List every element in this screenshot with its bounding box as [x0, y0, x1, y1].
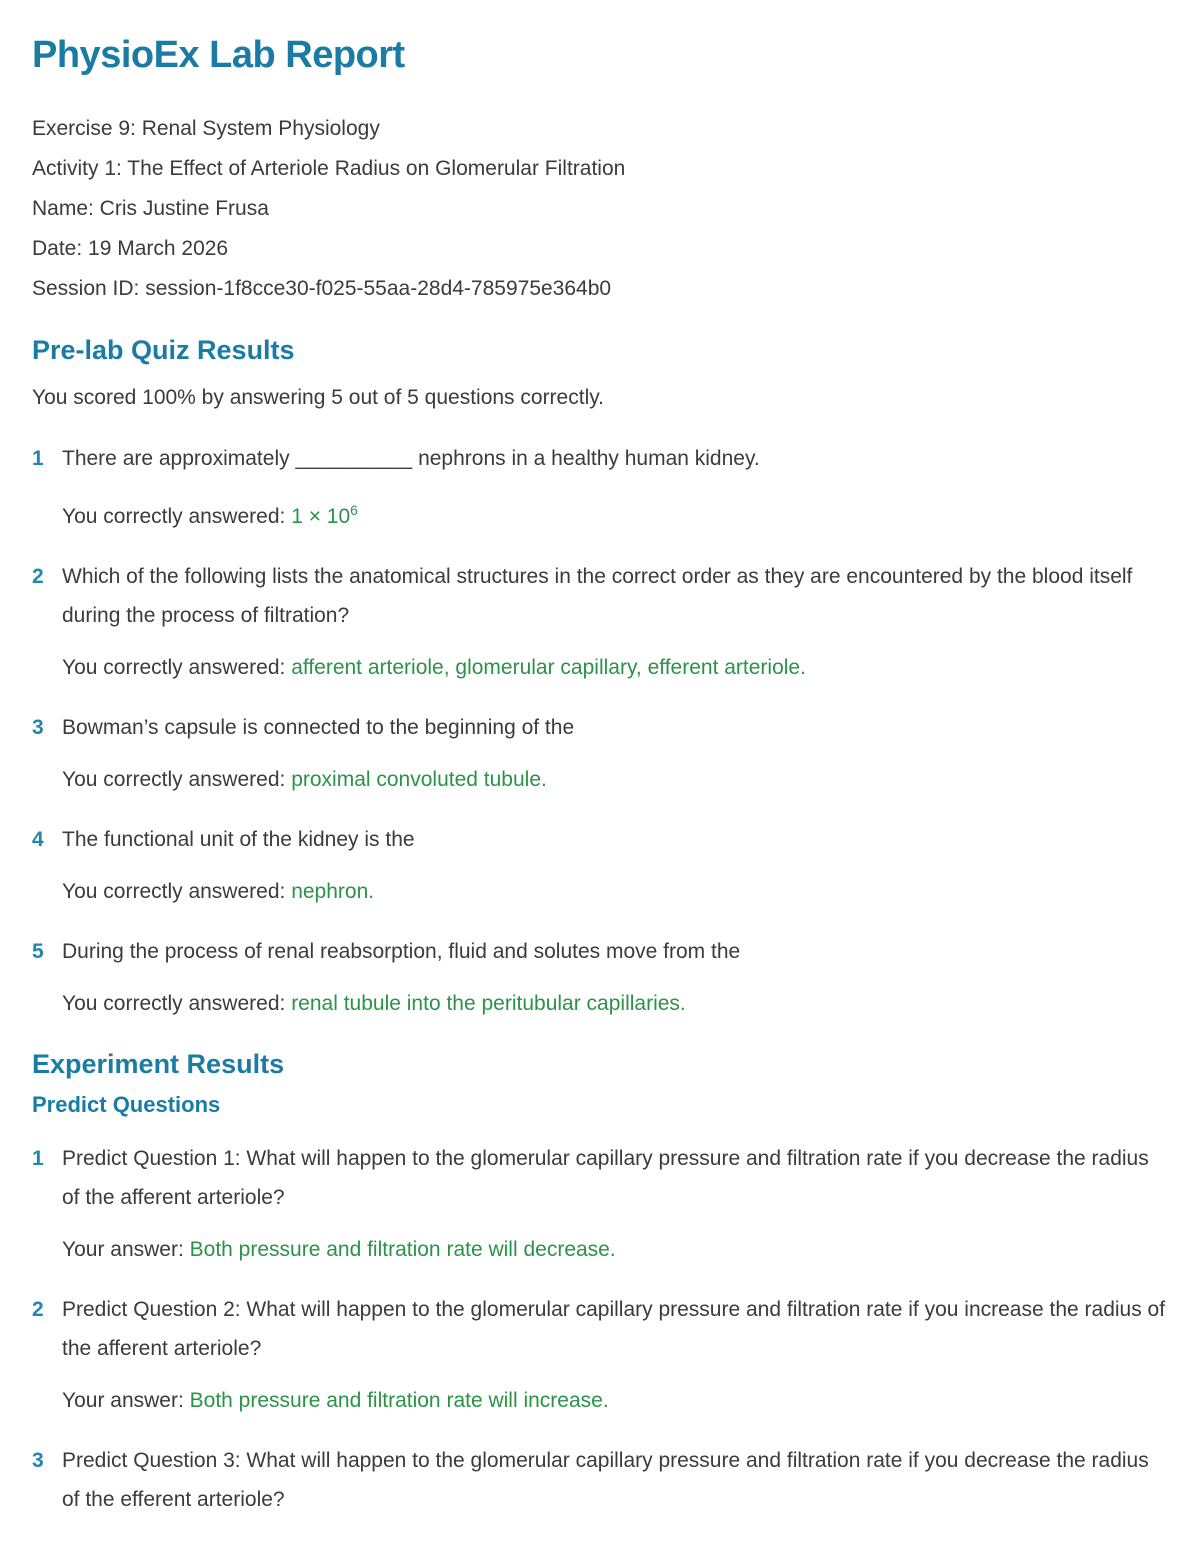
answer-prefix: You correctly answered:: [62, 505, 292, 528]
answer-text: $1 \times 10^6$: [291, 502, 358, 528]
question-text: Predict Question 2: What will happen to the glomerular capillary pressure and filtration rate if you increase the radius of the afferent arteriole?: [62, 1298, 1166, 1360]
section-heading-prelab-quiz-results: Pre-lab Quiz Results: [32, 335, 295, 365]
question-number: 5: [32, 940, 44, 963]
answer-line: [62, 491, 1168, 536]
question-number: 3: [32, 716, 44, 739]
answer-superscript: 6: [350, 502, 358, 518]
report-meta: [32, 109, 1168, 309]
meta-line-activity: Activity 1: The Effect of Arteriole Radius on Glomerular Filtration: [32, 157, 626, 180]
predict-question-3: [32, 1441, 1168, 1519]
question-text: During the process of renal reabsorption, fluid and solutes move from the: [62, 940, 741, 963]
question-text: Predict Question 3: What will happen to the glomerular capillary pressure and filtration rate if you decrease the radius of the efferent arteriole?: [62, 1449, 1149, 1511]
answer-prefix: You correctly answered:: [62, 768, 292, 791]
answer-text: Both pressure and filtration rate will decrease.: [189, 1238, 616, 1261]
quiz-score-line: You scored 100% by answering 5 out of 5 questions correctly.: [32, 386, 605, 409]
question-number: 2: [32, 565, 44, 588]
answer-line: [62, 760, 1168, 799]
question-number: 2: [32, 1298, 44, 1321]
answer-prefix: You correctly answered:: [62, 992, 292, 1015]
meta-line-session-id: Session ID: session-1f8cce30-f025-55aa-28d4-785975e364b0: [32, 277, 612, 300]
question-number: 4: [32, 828, 44, 851]
question-number: 1: [32, 447, 44, 470]
prelab-question-5: [32, 932, 1168, 1023]
answer-prefix: You correctly answered:: [62, 656, 292, 679]
page-title: PhysioEx Lab Report: [32, 34, 405, 76]
answer-prefix: You correctly answered:: [62, 880, 292, 903]
prelab-question-3: [32, 708, 1168, 799]
answer-line: [62, 872, 1168, 911]
answer-line: [62, 1381, 1168, 1420]
answer-prefix: Your answer:: [62, 1238, 190, 1261]
meta-line-name: Name: Cris Justine Frusa: [32, 197, 269, 220]
subsection-heading-predict-questions: Predict Questions: [32, 1092, 221, 1117]
question-text: Bowman’s capsule is connected to the beginning of the: [62, 716, 575, 739]
answer-text: nephron.: [291, 880, 375, 903]
meta-line-exercise: Exercise 9: Renal System Physiology: [32, 117, 380, 140]
question-text: Which of the following lists the anatomical structures in the correct order as they are encountered by the blood itself during the process of filtration?: [62, 565, 1133, 627]
question-number: 3: [32, 1449, 44, 1472]
answer-text: renal tubule into the peritubular capillaries.: [291, 992, 686, 1015]
question-text: There are approximately __________ nephrons in a healthy human kidney.: [62, 447, 760, 470]
answer-text: afferent arteriole, glomerular capillary, efferent arteriole.: [291, 656, 806, 679]
predict-question-2: [32, 1290, 1168, 1420]
predict-question-1: [32, 1139, 1168, 1269]
question-number: 1: [32, 1147, 44, 1170]
meta-line-date: Date: 19 March 2026: [32, 237, 229, 260]
section-heading-experiment-results: Experiment Results: [32, 1049, 285, 1079]
answer-text: proximal convoluted tubule.: [291, 768, 547, 791]
answer-line: [62, 648, 1168, 687]
answer-text: Both pressure and filtration rate will increase.: [189, 1389, 609, 1412]
question-text: Predict Question 1: What will happen to the glomerular capillary pressure and filtration rate if you decrease the radius of the afferent arteriole?: [62, 1147, 1149, 1209]
prelab-question-4: [32, 820, 1168, 911]
answer-line: [62, 1230, 1168, 1269]
prelab-question-2: [32, 557, 1168, 687]
prelab-question-1: [32, 439, 1168, 536]
answer-line: [62, 984, 1168, 1023]
question-text: The functional unit of the kidney is the: [62, 828, 415, 851]
answer-prefix: Your answer:: [62, 1389, 190, 1412]
